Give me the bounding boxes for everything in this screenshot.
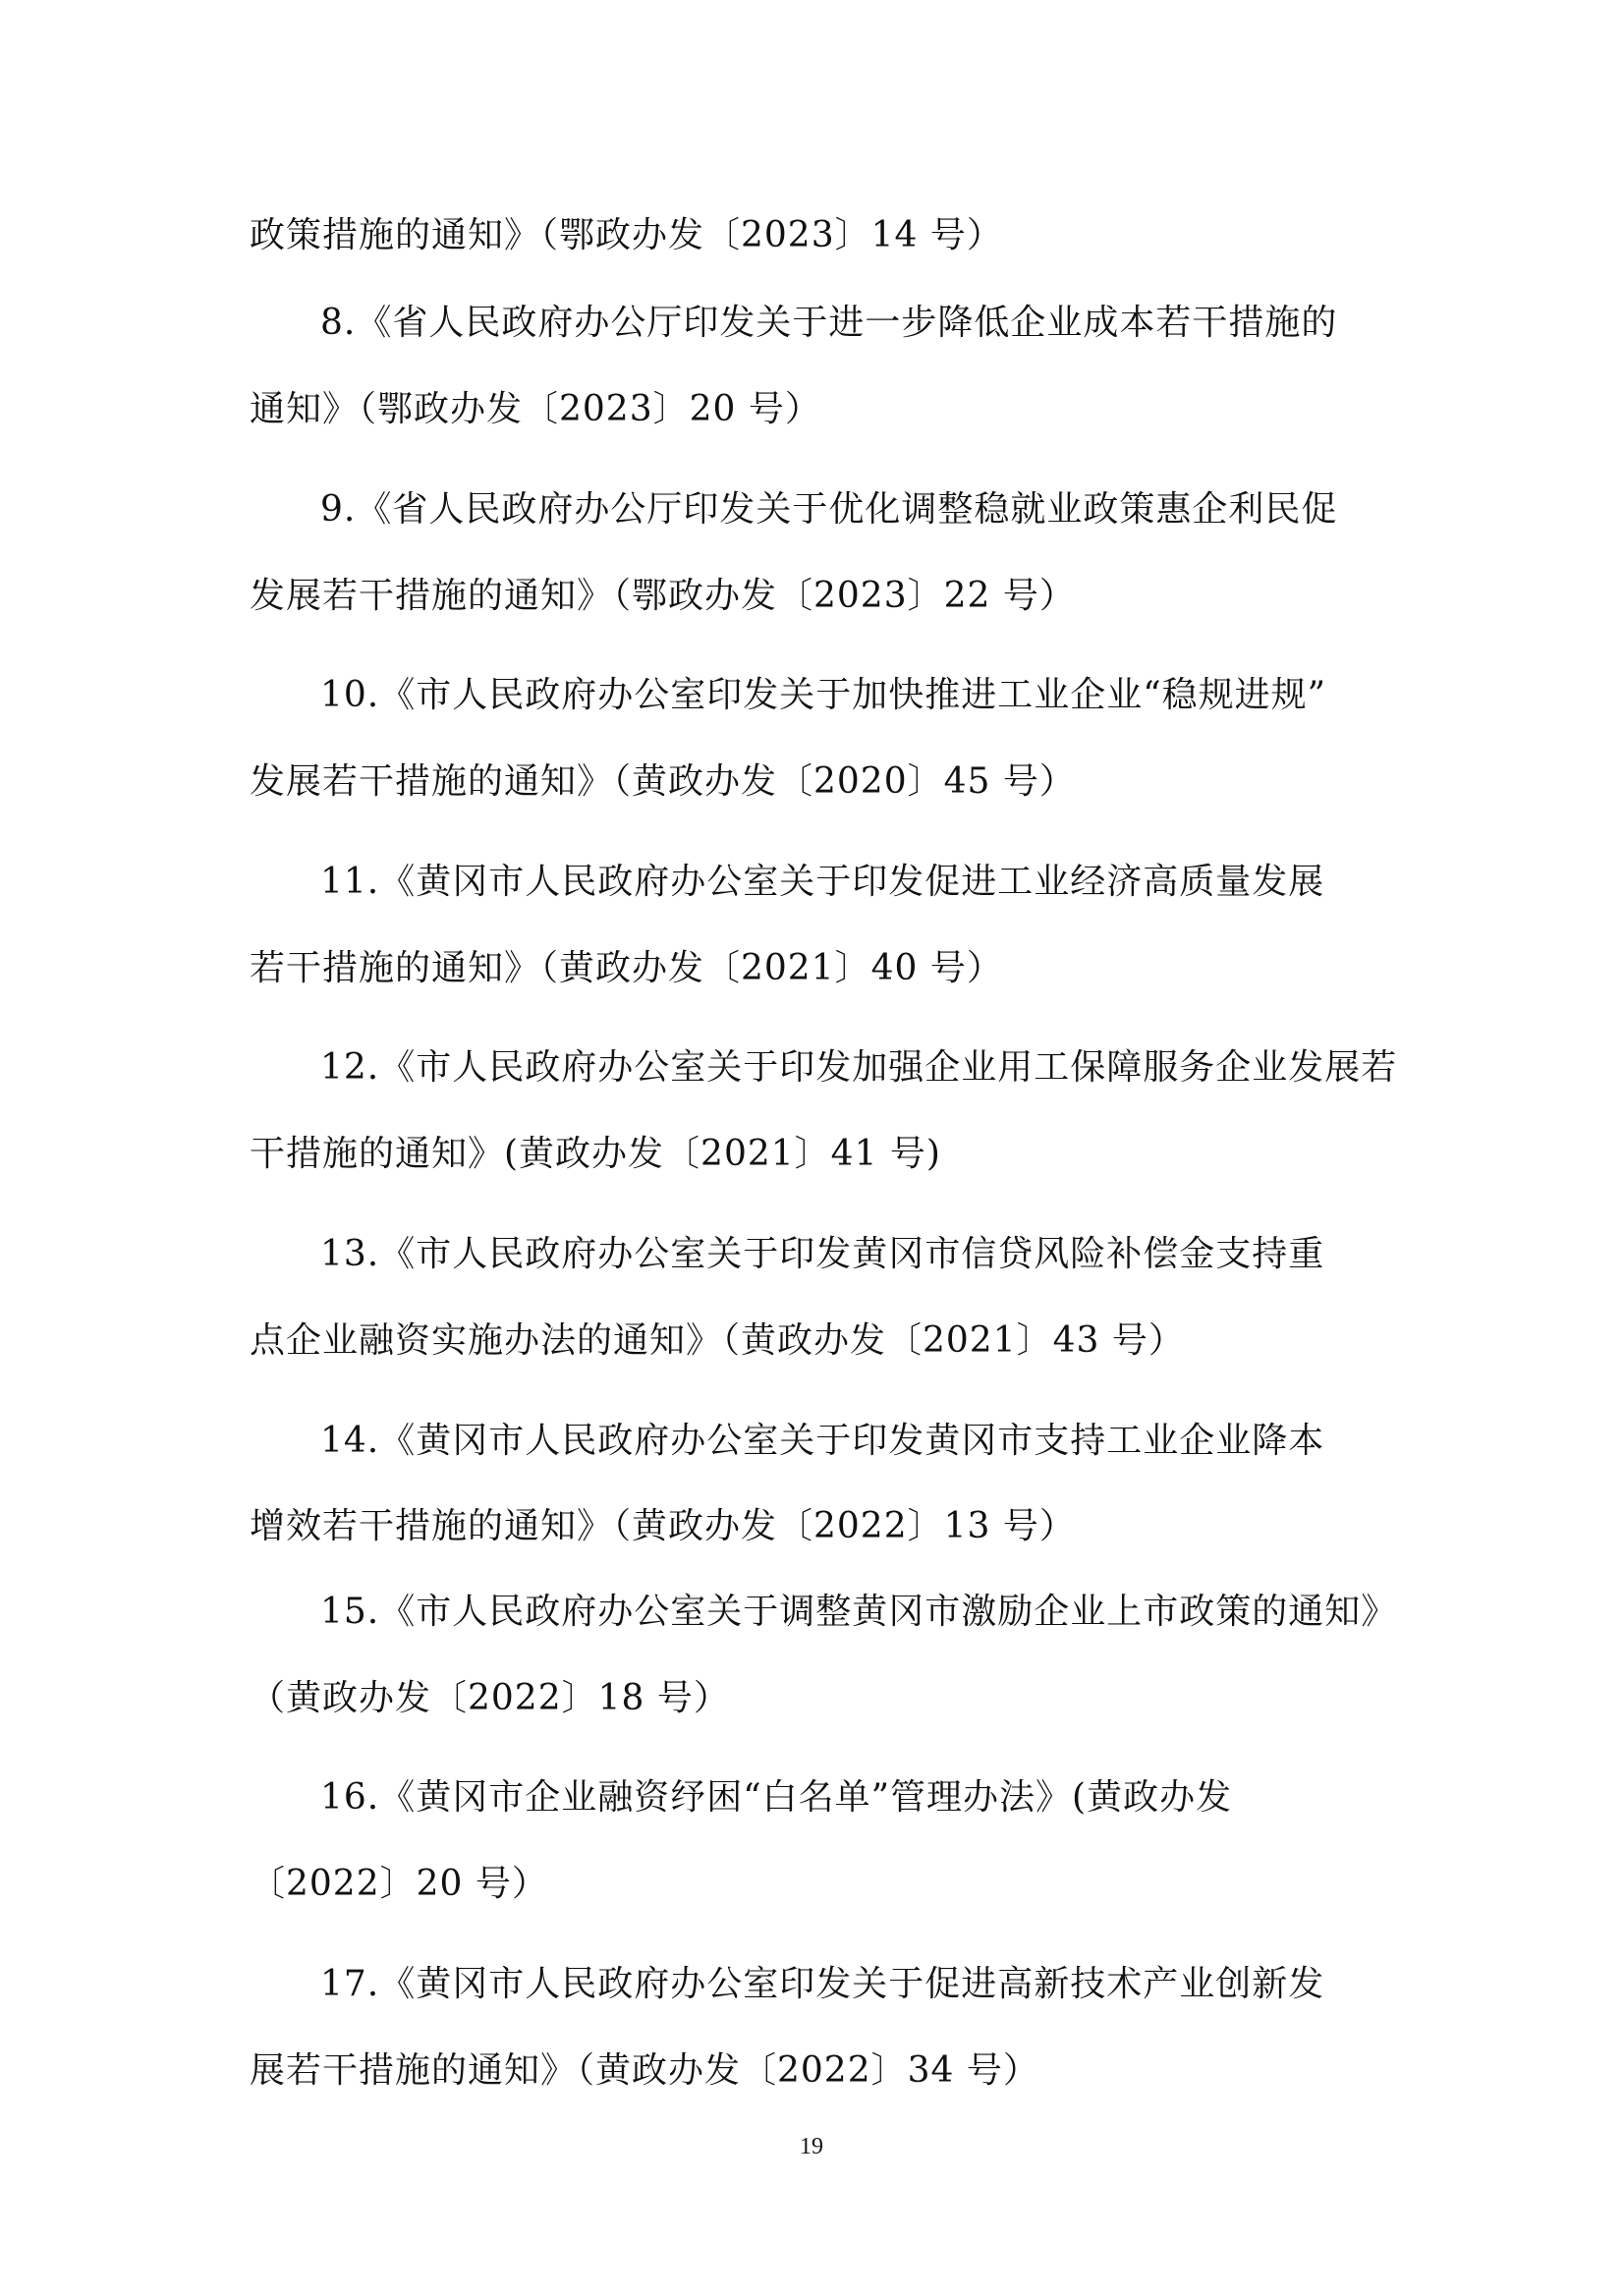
list-item-15-line-2: （黄政办发〔2022〕18 号） bbox=[250, 1678, 730, 1718]
list-item-14-line-1: 14.《黄冈市人民政府办公室关于印发黄冈市支持工业企业降本 bbox=[320, 1421, 1325, 1461]
list-item-12-line-1: 12.《市人民政府办公室关于印发加强企业用工保障服务企业发展若 bbox=[320, 1047, 1398, 1088]
list-item-13-line-2: 点企业融资实施办法的通知》（黄政办发〔2021〕43 号） bbox=[250, 1320, 1185, 1361]
text-line: 政策措施的通知》（鄂政办发〔2023〕14 号） bbox=[250, 215, 1003, 255]
list-item-13-line-1: 13.《市人民政府办公室关于印发黄冈市信贷风险补偿金支持重 bbox=[320, 1234, 1325, 1274]
list-item-8-line-2: 通知》（鄂政办发〔2023〕20 号） bbox=[250, 389, 821, 429]
list-item-16-line-2: 〔2022〕20 号） bbox=[250, 1864, 548, 1904]
list-item-10-line-2: 发展若干措施的通知》（黄政办发〔2020〕45 号） bbox=[250, 761, 1076, 802]
list-item-9-line-1: 9.《省人民政府办公厅印发关于优化调整稳就业政策惠企利民促 bbox=[320, 489, 1338, 530]
list-item-17-line-1: 17.《黄冈市人民政府办公室印发关于促进高新技术产业创新发 bbox=[320, 1964, 1325, 2004]
list-item-9-line-2: 发展若干措施的通知》（鄂政办发〔2023〕22 号） bbox=[250, 576, 1076, 616]
list-item-11-line-1: 11.《黄冈市人民政府办公室关于印发促进工业经济高质量发展 bbox=[320, 862, 1325, 902]
list-item-16-line-1: 16.《黄冈市企业融资纾困“白名单”管理办法》(黄政办发 bbox=[320, 1777, 1233, 1818]
list-item-11-line-2: 若干措施的通知》（黄政办发〔2021〕40 号） bbox=[250, 948, 1003, 988]
list-item-14-line-2: 增效若干措施的通知》（黄政办发〔2022〕13 号） bbox=[250, 1506, 1076, 1546]
list-item-12-line-2: 干措施的通知》(黄政办发〔2021〕41 号) bbox=[250, 1134, 941, 1174]
list-item-8-line-1: 8.《省人民政府办公厅印发关于进一步降低企业成本若干措施的 bbox=[320, 303, 1338, 343]
page-number: 19 bbox=[800, 2134, 823, 2159]
list-item-10-line-1: 10.《市人民政府办公室印发关于加快推进工业企业“稳规进规” bbox=[320, 675, 1327, 715]
list-item-15-line-1: 15.《市人民政府办公室关于调整黄冈市激励企业上市政策的通知》 bbox=[320, 1592, 1398, 1632]
list-item-17-line-2: 展若干措施的通知》（黄政办发〔2022〕34 号） bbox=[250, 2050, 1039, 2091]
